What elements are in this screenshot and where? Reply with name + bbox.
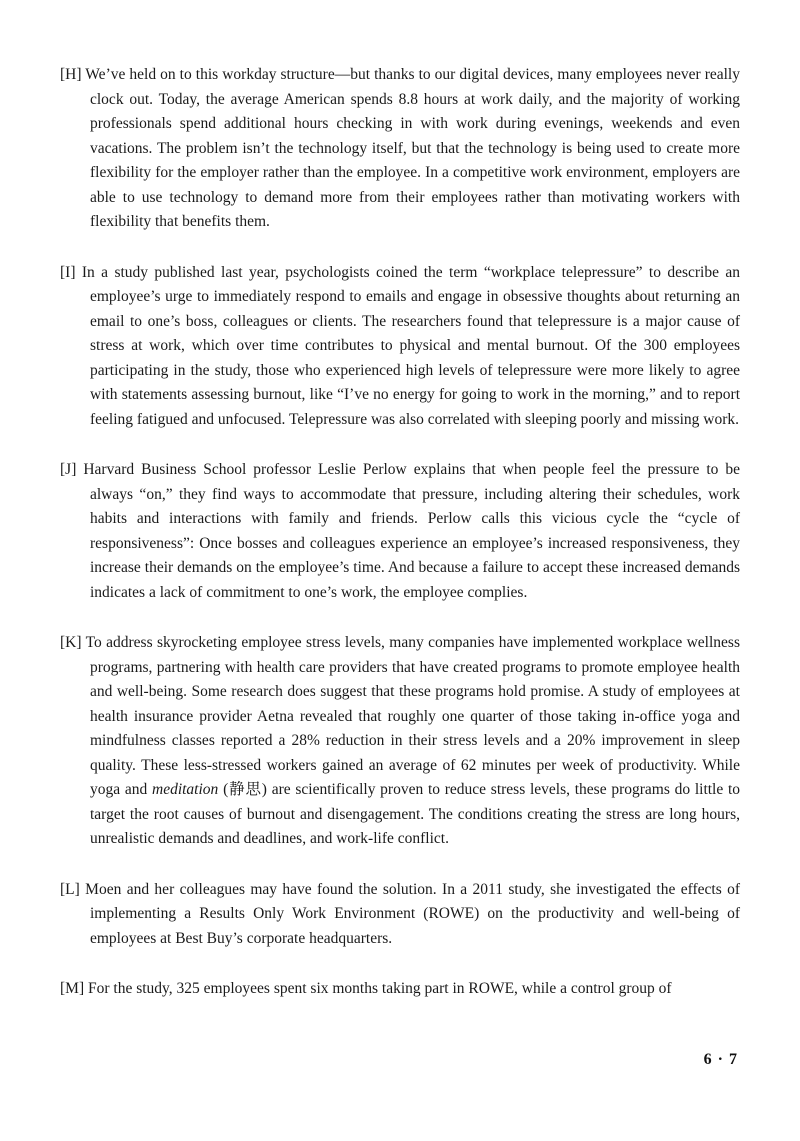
paragraph-text-before: To address skyrocketing employee stress levels, many companies have implemented workplace wellness programs, partnering with health care providers that have created programs to promote employee health and well-being. Some research does suggest that these programs hold promise. A study of employees at health insurance provider Aetna revealed that roughly one quarter of those taking in-office yoga and mindfulness classes reported a 28% reduction in their stress levels and a 20% improvement in sleep quality. These less-stressed workers gained an average of 62 minutes per week of productivity. While yoga and: [85, 634, 740, 798]
paragraph-text-after: are scientifically proven to reduce stress levels, these programs do little to target the root causes of burnout and disengagement. The conditions creating the stress are long hours, unrealistic demands and deadlines, and work-life conflict.: [90, 781, 741, 847]
page-number: 6 · 7: [703, 1051, 738, 1068]
paragraph-label: [H]: [60, 66, 82, 83]
paragraph-label: [J]: [60, 461, 77, 478]
paragraph-l: [60, 878, 740, 952]
paragraph-text: Moen and her colleagues may have found the solution. In a 2011 study, she investigated the effects of implementing a Results Only Work Environment (ROWE) on the productivity and well-being of employees at Best Buy’s corporate headquarters.: [85, 880, 741, 947]
paragraph-label: [I]: [60, 263, 76, 281]
paragraph-label: [K]: [60, 634, 82, 651]
paragraph-label: [M]: [60, 980, 85, 997]
paragraph-h: [60, 63, 740, 235]
paragraph-text: Harvard Business School professor Leslie Perlow explains that when people feel the pressure to be always “on,” they find ways to accommodate that pressure, including altering their schedules, work habits and interactions with family and friends. Perlow calls this vicious cycle the “cycle of responsiveness”: Once bosses and colleagues experience an employee’s increased responsiveness, they increase their demands on the employee’s time. And because a failure to accept these increased demands indicates a lack of commitment to one’s work, the employee complies.: [83, 461, 740, 601]
paragraph-text: For the study, 325 employees spent six months taking part in ROWE, while a control group of: [87, 980, 672, 997]
paragraph-k: [60, 631, 740, 852]
paragraph-label: [L]: [60, 880, 80, 898]
paragraph-j: [60, 458, 740, 605]
paragraph-i: [60, 261, 740, 433]
italic-term: meditation: [152, 781, 219, 798]
paragraph-text: In a study published last year, psychologists coined the term “workplace telepressure” to describe an employee’s urge to immediately respond to emails and engage in obsessive thoughts about returning an email to one’s boss, colleagues or clients. The researchers found that telepressure is a major cause of stress at work, which over time contributes to physical and mental burnout. Of the 300 employees participating in the study, those who experienced high levels of telepressure were more likely to agree with statements assessing burnout, like “I’ve no energy for going to work in the morning,” and to report feeling fatigued and unfocused. Telepressure was also correlated with sleeping poorly and missing work.: [81, 263, 741, 428]
document-page: [60, 63, 740, 1028]
chinese-gloss: (静思): [223, 781, 267, 798]
paragraph-m: [60, 977, 740, 1002]
paragraph-text: We’ve held on to this workday structure—but thanks to our digital devices, many employees never really clock out. Today, the average American spends 8.8 hours at work daily, and the majority of working professionals spend additional hours checking in with work during evenings, weekends and even vacations. The problem isn’t the technology itself, but that the technology is being used to create more flexibility for the employer rather than the employee. In a competitive work environment, employers are able to use technology to demand more from their employees rather than motivating workers with flexibility that benefits them.: [85, 66, 740, 230]
